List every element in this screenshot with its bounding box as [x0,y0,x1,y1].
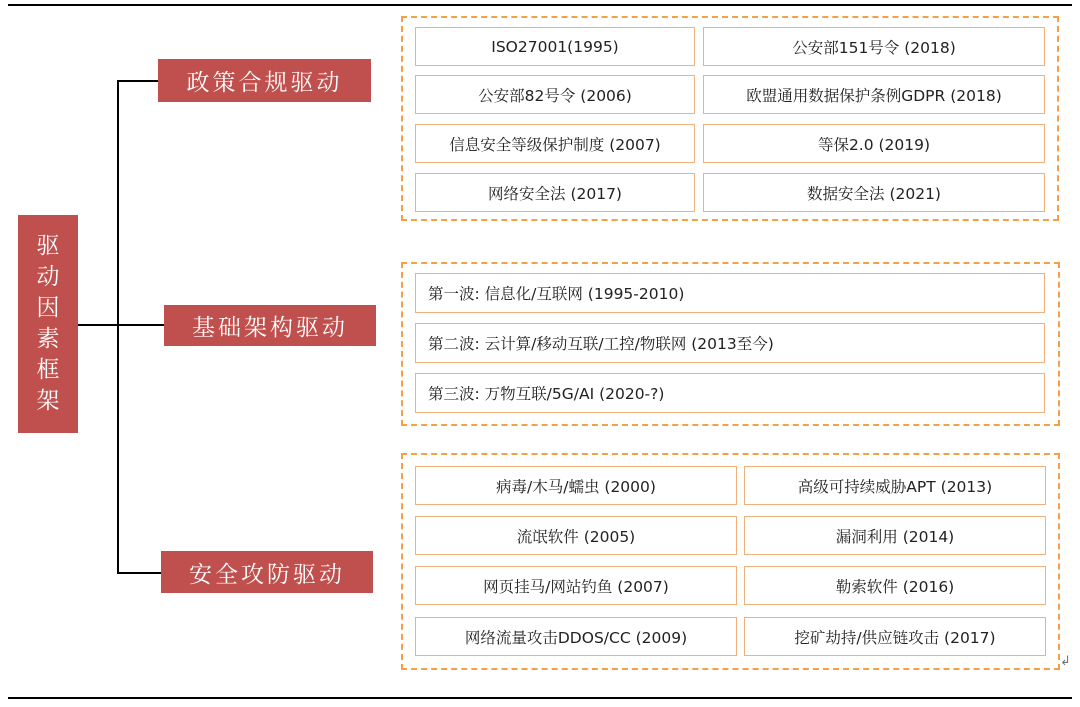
branch-policy-compliance: 政策合规驱动 [158,59,371,102]
policy-item: 公安部82号令 (2006) [415,75,695,114]
return-arrow-icon: ↲ [1060,654,1071,669]
attack-item: 漏洞利用 (2014) [744,516,1046,555]
infrastructure-item: 第二波: 云计算/移动互联/工控/物联网 (2013至今) [415,323,1045,363]
attack-item: 网络流量攻击DDOS/CC (2009) [415,617,737,656]
policy-item: 网络安全法 (2017) [415,173,695,212]
connector-root-stub [78,324,118,326]
connector-branch-3 [117,572,161,574]
policy-group [401,16,1059,221]
top-rule [8,4,1072,6]
policy-item: 欧盟通用数据保护条例GDPR (2018) [703,75,1045,114]
attack-defense-group [401,453,1060,670]
policy-item: 数据安全法 (2021) [703,173,1045,212]
policy-item: 公安部151号令 (2018) [703,27,1045,66]
branch-infrastructure: 基础架构驱动 [164,305,376,346]
root-node: 驱动因素框架 [18,215,78,433]
infrastructure-item: 第三波: 万物互联/5G/AI (2020-?) [415,373,1045,413]
attack-item: 病毒/木马/蠕虫 (2000) [415,466,737,505]
attack-item: 勒索软件 (2016) [744,566,1046,605]
policy-item: 等保2.0 (2019) [703,124,1045,163]
connector-branch-2 [117,324,164,326]
policy-item: ISO27001(1995) [415,27,695,66]
infrastructure-item: 第一波: 信息化/互联网 (1995-2010) [415,273,1045,313]
infrastructure-group [401,262,1060,426]
connector-vertical [117,80,119,573]
policy-item: 信息安全等级保护制度 (2007) [415,124,695,163]
attack-item: 流氓软件 (2005) [415,516,737,555]
attack-item: 网页挂马/网站钓鱼 (2007) [415,566,737,605]
attack-item: 挖矿劫持/供应链攻击 (2017) [744,617,1046,656]
bottom-rule [8,697,1072,699]
attack-item: 高级可持续威胁APT (2013) [744,466,1046,505]
branch-attack-defense: 安全攻防驱动 [161,551,373,593]
connector-branch-1 [117,80,158,82]
